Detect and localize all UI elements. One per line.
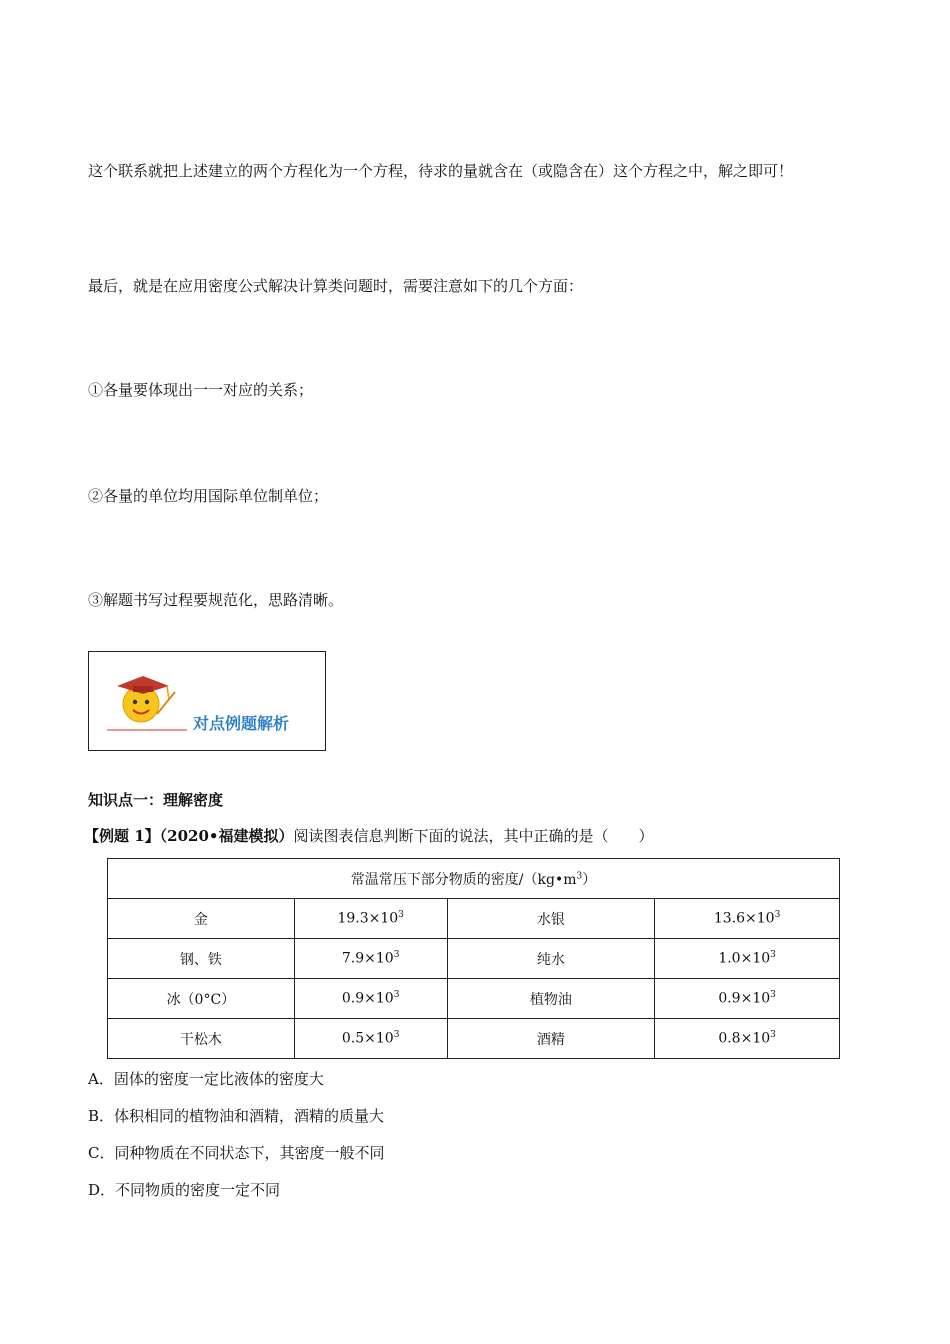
example-tag: 【例题 1】 [84, 827, 160, 845]
substance-name: 酒精 [447, 1019, 655, 1059]
option-c[interactable]: C．同种物质在不同状态下，其密度一般不同 [88, 1144, 385, 1162]
paragraph-equation-link: 这个联系就把上述建立的两个方程化为一个方程，待求的量就含在（或隐含在）这个方程之中，解之即可！ [88, 162, 794, 180]
substance-name: 金 [108, 899, 295, 939]
density-value: $0.8\times 10^3$ [655, 1019, 840, 1059]
density-value: $0.5\times 10^3$ [294, 1019, 447, 1059]
example-banner [88, 651, 326, 751]
density-table [107, 858, 840, 1059]
substance-name: 干松木 [108, 1019, 295, 1059]
table-title-row [108, 859, 840, 899]
density-value: $13.6\times 10^3$ [655, 899, 840, 939]
option-a[interactable]: A．固体的密度一定比液体的密度大 [88, 1070, 324, 1088]
substance-name: 钢、铁 [108, 939, 295, 979]
density-value: $1.0\times 10^3$ [655, 939, 840, 979]
knowledge-point-heading: 知识点一：理解密度 [88, 791, 224, 809]
paragraph-note-1: ①各量要体现出一一对应的关系； [88, 381, 314, 399]
table-title: 常温常压下部分物质的密度$/(kg•m^3)$ [108, 859, 840, 899]
table-row [108, 939, 840, 979]
density-value: $0.9\times 10^3$ [655, 979, 840, 1019]
graduate-smiley-icon [107, 662, 187, 732]
table-row [108, 1019, 840, 1059]
paragraph-notes-intro: 最后，就是在应用密度公式解决计算类问题时，需要注意如下的几个方面： [88, 277, 584, 295]
option-b[interactable]: B．体积相同的植物油和酒精，酒精的质量大 [88, 1107, 385, 1125]
example-question-text: 阅读图表信息判断下面的说法，其中正确的是（ ） [293, 827, 654, 845]
paragraph-note-3: ③解题书写过程要规范化，思路清晰。 [88, 591, 344, 609]
option-d[interactable]: D．不同物质的密度一定不同 [88, 1181, 281, 1199]
density-value: $19.3\times 10^3$ [294, 899, 447, 939]
example-question [84, 826, 654, 846]
example-source: （2020•福建模拟） [159, 827, 294, 845]
substance-name: 水银 [447, 899, 655, 939]
substance-name: 纯水 [447, 939, 655, 979]
table-row [108, 899, 840, 939]
table-row [108, 979, 840, 1019]
banner-label: 对点例题解析 [193, 714, 290, 733]
substance-name: 植物油 [447, 979, 655, 1019]
density-value: $0.9\times 10^3$ [294, 979, 447, 1019]
substance-name: 冰（0°C） [108, 979, 295, 1019]
paragraph-note-2: ②各量的单位均用国际单位制单位； [88, 487, 329, 505]
density-value: $7.9\times 10^3$ [294, 939, 447, 979]
